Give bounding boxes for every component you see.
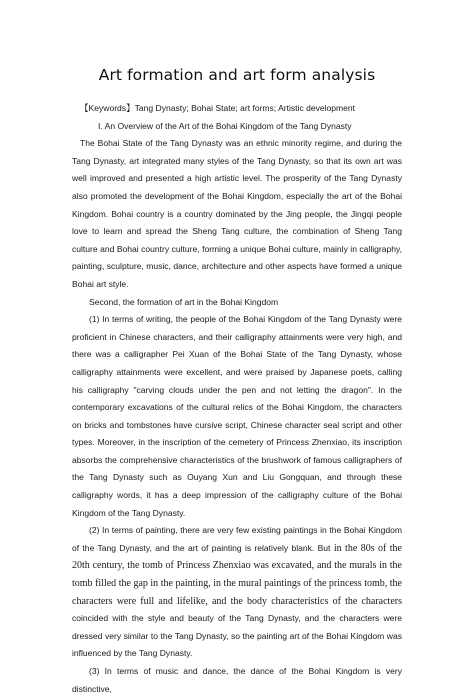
paragraph-painting-part-1: (2) In terms of painting, there are very few existing paintings in the Bohai Kingdom of the Tang Dynasty, and the art of painting is relatively blank. But: [72, 525, 402, 553]
document-body: [72, 100, 402, 698]
paragraph-music-dance: (3) In terms of music and dance, the dance of the Bohai Kingdom is very distinctive,: [72, 666, 402, 694]
paragraph-painting: [72, 522, 402, 663]
paragraph-painting-part-3: coincided with the style and beauty of the Tang Dynasty, and the characters were dressed very similar to the Tang Dynasty, so the painting art of the Bohai Kingdom was influenced by the Tang Dynasty.: [72, 613, 402, 659]
document-title: Art formation and art form analysis: [98, 66, 376, 84]
section-heading-formation: Second, the formation of art in the Bohai Kingdom: [89, 296, 279, 307]
paragraph-writing: (1) In terms of writing, the people of the Bohai Kingdom of the Tang Dynasty were proficient in Chinese characters, and their calligraphy attainments were very high, and there was a calligrapher Pei Xuan of the Bohai State of the Tang Dynasty, whose calligraphy attainments were excellent, and were praised by Japanese poets, calling his calligraphy "carving clouds under the pen and not letting the dragon". In the contemporary excavations of the cultural relics of the Bohai Kingdom, the characters on bricks and tombstones have cursive script, Chinese character seal script and other types. Moreover, in the inscription of the cemetery of Princess Zhenxiao, its inscription absorbs the comprehensive characteristics of the brushwork of famous calligraphers of the Tang Dynasty such as Ouyang Xun and Liu Gongquan, and through these calligraphy words, it has a deep impression of the calligraphy culture of the Bohai Kingdom of the Tang Dynasty.: [72, 314, 402, 518]
paragraph-overview: The Bohai State of the Tang Dynasty was an ethnic minority regime, and during the Tang Dynasty, art integrated many styles of the Tang Dynasty, so that its own art was well improved and presented a high artistic level. The prosperity of the Tang Dynasty also promoted the development of the Bohai Kingdom, especially the art of the Bohai Kingdom. Bohai country is a country dominated by the Jing people, the Jingqi people love to learn and spread the Sheng Tang culture, the combination of Sheng Tang culture and Bohai country culture, forming a unique Bohai culture, mainly in calligraphy, painting, sculpture, music, dance, architecture and other aspects have formed a unique Bohai art style.: [72, 138, 402, 289]
keywords-line: 【Keywords】Tang Dynasty; Bohai State; art forms; Artistic development: [80, 103, 356, 113]
section-heading-overview: I. An Overview of the Art of the Bohai Kingdom of the Tang Dynasty: [98, 120, 352, 131]
paragraph-painting-part-2: in the 80s of the 20th century, the tomb of Princess Zhenxiao was excavated, and the murals in the tomb filled the gap in the painting, in the mural paintings of the princess tomb, the characters were full and lifelike, and the body characteristics of the characters: [72, 542, 402, 607]
